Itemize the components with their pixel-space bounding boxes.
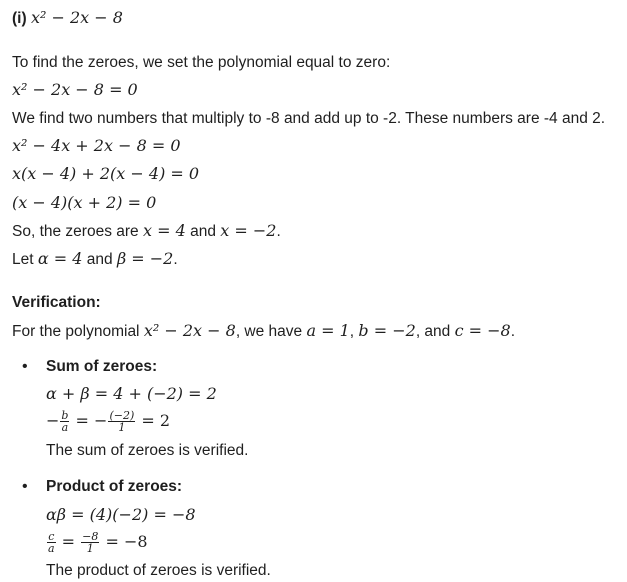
product-result: = −8 bbox=[105, 532, 148, 551]
fraction-value: $\frac{(-2)}{1}$ bbox=[109, 409, 135, 434]
product-verified-note: The product of zeroes is verified. bbox=[46, 562, 271, 579]
alpha-value: α = 4 bbox=[37, 249, 83, 268]
part-heading bbox=[12, 8, 123, 29]
let-and: and bbox=[86, 251, 113, 268]
coeff-polynomial: x² − 2x − 8 bbox=[143, 321, 236, 340]
bullet-dot: • bbox=[22, 358, 28, 375]
fraction-c-over-a: $\frac{c}{a}$ bbox=[48, 530, 55, 555]
product-title: Product of zeroes: bbox=[46, 478, 183, 495]
sum-verified-note: The sum of zeroes is verified. bbox=[46, 442, 249, 459]
bullet-dot: • bbox=[22, 478, 28, 495]
coeff-end: . bbox=[510, 323, 516, 340]
let-prefix: Let bbox=[12, 251, 34, 268]
intro-text: To find the zeroes, we set the polynomial equal to zero: bbox=[12, 54, 391, 71]
zeroes-prefix: So, the zeroes are bbox=[12, 223, 139, 240]
coeff-mid: , we have bbox=[235, 323, 303, 340]
zeroes-end: . bbox=[276, 223, 281, 240]
coeff-and: , and bbox=[415, 323, 451, 340]
sum-formula: − $\frac{b}{a}$ = − $\frac{(-2)}{1}$ = 2 bbox=[46, 409, 171, 434]
beta-value: β = −2 bbox=[116, 249, 174, 268]
sum-result: = 2 bbox=[141, 411, 171, 430]
product-formula: $\frac{c}{a}$ = $\frac{-8}{1}$ = −8 bbox=[48, 530, 148, 555]
heading-polynomial: x² − 2x − 8 bbox=[30, 8, 123, 27]
coeff-prefix: For the polynomial bbox=[12, 323, 140, 340]
zero-one: x = 4 bbox=[142, 221, 186, 240]
equation-factored: (x − 4)(x + 2) = 0 bbox=[12, 193, 157, 212]
sum-title: Sum of zeroes: bbox=[46, 358, 158, 375]
coeff-c: c = −8 bbox=[454, 321, 511, 340]
product-equation: αβ = (4)(−2) = −8 bbox=[46, 505, 196, 524]
let-statement bbox=[12, 249, 178, 270]
coeff-b: b = −2 bbox=[358, 321, 416, 340]
equation-set-zero: x² − 2x − 8 = 0 bbox=[12, 80, 138, 99]
sum-equation: α + β = 4 + (−2) = 2 bbox=[46, 384, 217, 403]
let-end: . bbox=[173, 251, 178, 268]
fraction-value: $\frac{-8}{1}$ bbox=[82, 530, 99, 555]
equation-split-middle: x² − 4x + 2x − 8 = 0 bbox=[12, 136, 181, 155]
equation-grouping: x(x − 4) + 2(x − 4) = 0 bbox=[12, 164, 200, 183]
factor-explanation: We find two numbers that multiply to -8 and add up to -2. These numbers are -4 and 2. bbox=[12, 110, 606, 127]
fraction-b-over-a: $\frac{b}{a}$ bbox=[61, 409, 69, 434]
coefficients-statement: For the polynomial x² − 2x − 8, we have a = 1, b = −2, and c = −8. bbox=[12, 321, 516, 340]
zeroes-statement bbox=[12, 221, 281, 242]
coeff-a: a = 1 bbox=[306, 321, 350, 340]
part-label: (i) bbox=[12, 10, 27, 27]
zeroes-and: and bbox=[190, 223, 216, 240]
zero-two: x = −2 bbox=[220, 221, 277, 240]
verification-title: Verification: bbox=[12, 294, 101, 311]
